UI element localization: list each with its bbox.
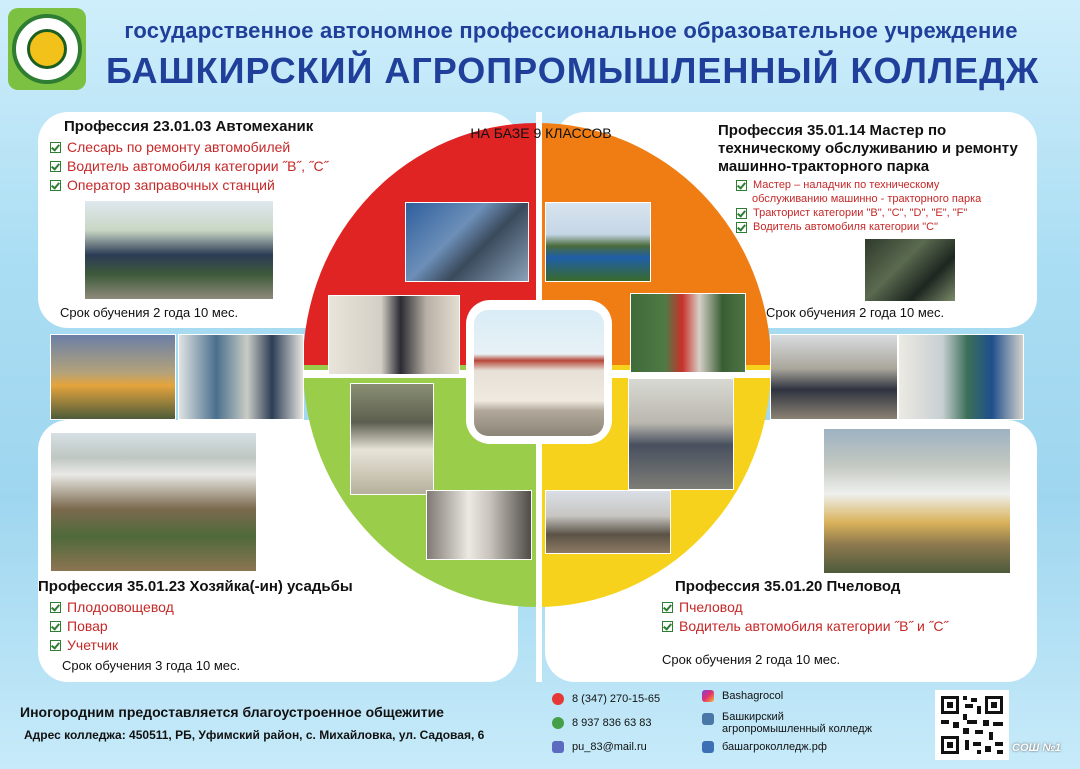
phone-icon (552, 693, 564, 705)
photo-engine-lab (178, 334, 304, 420)
beekeeper-qualifications (662, 598, 948, 636)
photo-car-simulator (328, 295, 460, 375)
checkbox-icon (50, 180, 61, 191)
checkbox-icon (662, 621, 673, 632)
contact-vk[interactable] (702, 711, 872, 735)
photo-garden-beds (50, 432, 257, 572)
list-item: Мастер – наладчик по техническому (736, 178, 981, 192)
list-item: Повар (50, 617, 174, 636)
header-subtitle: государственное автономное профессиональное образовательное учреждение (124, 18, 1018, 43)
dormitory-note: Иногородним предоставляется благоустроенное общежитие (20, 704, 444, 720)
photo-college-building (474, 310, 604, 436)
duration-beekeeper: Срок обучения 2 года 10 мес. (662, 652, 841, 667)
mail-icon (552, 741, 564, 753)
checkbox-icon (50, 161, 61, 172)
contact-site[interactable]: башагроколледж.рф (702, 741, 827, 753)
photo-workshop-students (898, 334, 1024, 420)
photo-classroom-board (426, 490, 532, 560)
tractor-master-qualifications (736, 178, 981, 234)
instagram-icon (702, 690, 714, 702)
list-item: Учетчик (50, 636, 174, 655)
photo-car-students (84, 200, 274, 300)
list-item: Водитель автомобиля категории "С" (736, 220, 981, 234)
photo-cooking (350, 383, 434, 495)
automechanic-qualifications (50, 138, 328, 195)
list-item: Тракторист категории "В", "С", "D", "E", "F" (736, 206, 981, 220)
basis-label: НА БАЗЕ 9 КЛАССОВ (470, 125, 612, 141)
photo-greenhouse (50, 334, 176, 420)
list-item-continued: обслуживанию машинно - тракторного парка (752, 193, 982, 205)
duration-homestead: Срок обучения 3 года 10 мес. (62, 658, 241, 673)
page-title: БАШКИРСКИЙ АГРОПРОМЫШЛЕННЫЙ КОЛЛЕДЖ (106, 50, 1040, 91)
watermark: СОШ №1 (1012, 742, 1062, 754)
list-item: Водитель автомобиля категории ˝В˝ и ˝С˝ (662, 617, 948, 636)
photo-beekeepers (823, 428, 1011, 574)
checkbox-icon (50, 142, 61, 153)
profession-title-homestead: Профессия 35.01.23 Хозяйка(-ин) усадьбы (38, 578, 353, 595)
qr-code (935, 690, 1009, 760)
checkbox-icon (50, 640, 61, 651)
checkbox-icon (50, 621, 61, 632)
web-icon (702, 741, 714, 753)
photo-classroom-desks (545, 490, 671, 554)
checkbox-icon (736, 180, 747, 191)
photo-blue-tractor (545, 202, 651, 282)
list-item: Оператор заправочных станций (50, 176, 328, 195)
checkbox-icon (50, 602, 61, 613)
contact-instagram[interactable]: Bashagrocol (702, 690, 783, 702)
photo-computer-class (770, 334, 898, 420)
duration-automechanic: Срок обучения 2 года 10 мес. (60, 305, 239, 320)
photo-tractor-cab (864, 238, 956, 302)
profession-title-automechanic: Профессия 23.01.03 Автомеханик (64, 118, 314, 135)
whatsapp-icon (552, 717, 564, 729)
photo-workshop-lift (405, 202, 529, 282)
profession-title-beekeeper: Профессия 35.01.20 Пчеловод (675, 578, 901, 595)
vk-icon (702, 713, 714, 725)
checkbox-icon (736, 222, 747, 233)
homestead-qualifications (50, 598, 174, 655)
college-logo (8, 8, 86, 90)
vk-line1: Башкирский (722, 711, 784, 723)
list-item: Плодоовощевод (50, 598, 174, 617)
list-item: Пчеловод (662, 598, 948, 617)
logo-emblem-icon (12, 14, 82, 84)
vk-line2: агропромышленный колледж (722, 723, 872, 735)
contact-phone1: 8 (347) 270-15-65 (552, 693, 660, 705)
list-item: Слесарь по ремонту автомобилей (50, 138, 328, 157)
photo-red-tractor-group (630, 293, 746, 373)
contact-phone2: 8 937 836 63 83 (552, 717, 652, 729)
college-address: Адрес колледжа: 450511, РБ, Уфимский район, с. Михайловка, ул. Садовая, 6 (24, 728, 485, 742)
qr-code-icon (937, 692, 1007, 758)
contact-email[interactable]: pu_83@mail.ru (552, 741, 647, 753)
duration-tractor-master: Срок обучения 2 года 10 мес. (766, 305, 945, 320)
checkbox-icon (662, 602, 673, 613)
photo-lab-students (628, 378, 734, 490)
list-item: Водитель автомобиля категории ˝В˝, ˝С˝ (50, 157, 328, 176)
checkbox-icon (736, 208, 747, 219)
profession-title-tractor-master: Профессия 35.01.14 Мастер по техническому обслуживанию и ремонту машинно-тракторного парка (718, 122, 1018, 175)
